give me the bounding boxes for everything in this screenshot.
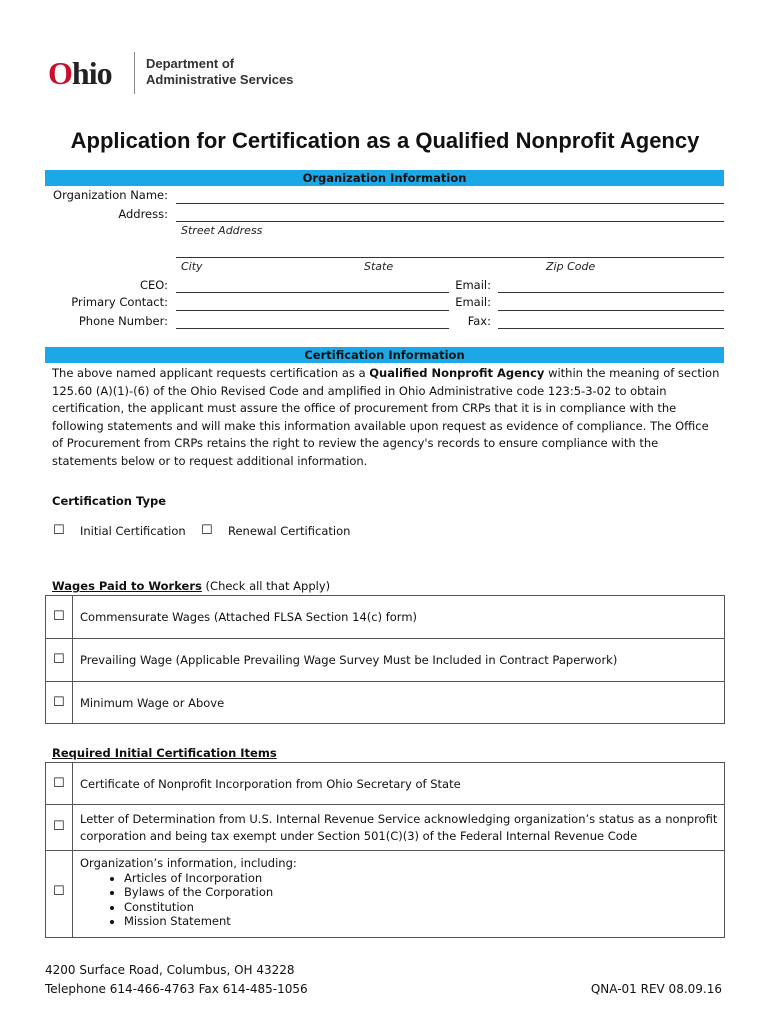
- cert-paragraph: The above named applicant requests certification as a Qualified Nonprofit Agency within the meaning of section 125.60 (A)(1)-(6) of the Ohio Revised Code and amplified in Ohio Administrative code 123:5-3-02 to obtain certification, the applicant must assure the office of procurement from CRPs that it is in compliance with the following statements and will make this information available upon request as evidence of compliance. The Office of Procurement from CRPs retains the right to review the agency's records to ensure compliance with the statements below or to request additional information.: [52, 366, 720, 468]
- initial-cert-checkbox[interactable]: ☐: [53, 523, 65, 538]
- department-name: Department of Administrative Services: [146, 56, 294, 87]
- phone-label: Phone Number:: [78, 314, 168, 328]
- address-label: Address:: [118, 207, 168, 221]
- zip-caption: Zip Code: [546, 260, 596, 273]
- email-label-1: Email:: [455, 278, 491, 292]
- city-state-zip-field[interactable]: [176, 257, 724, 258]
- commensurate-wages-checkbox[interactable]: ☐: [53, 609, 65, 624]
- org-name-field[interactable]: [176, 203, 724, 204]
- irs-letter-label: Letter of Determination from U.S. Internal Revenue Service acknowledging organization’s status as a nonprofit corporation and being tax exempt under Section 501(C)(3) of the Federal Internal Revenue Code: [80, 812, 718, 843]
- list-item: • Mission Statement: [124, 914, 720, 929]
- wages-row-divider: [45, 681, 725, 682]
- prevailing-wage-label: Prevailing Wage (Applicable Prevailing Wage Survey Must be Included in Contract Paperwork): [80, 653, 618, 667]
- email-label-2: Email:: [455, 295, 491, 309]
- logo-divider: [134, 52, 135, 94]
- org-name-label: Organization Name:: [53, 188, 168, 202]
- primary-contact-field[interactable]: [176, 310, 449, 311]
- state-caption: State: [364, 260, 394, 273]
- minimum-wage-checkbox[interactable]: ☐: [53, 695, 65, 710]
- street-address-caption: Street Address: [181, 224, 263, 237]
- phone-field[interactable]: [176, 328, 449, 329]
- ceo-field[interactable]: [176, 292, 449, 293]
- minimum-wage-label: Minimum Wage or Above: [80, 696, 225, 710]
- street-address-field[interactable]: [176, 221, 724, 222]
- nonprofit-incorporation-label: Certificate of Nonprofit Incorporation from Ohio Secretary of State: [80, 777, 461, 791]
- prevailing-wage-checkbox[interactable]: ☐: [53, 652, 65, 667]
- renewal-cert-label: Renewal Certification: [228, 524, 351, 538]
- ceo-label: CEO:: [139, 278, 168, 292]
- city-caption: City: [181, 260, 203, 273]
- irs-letter-checkbox[interactable]: ☐: [53, 819, 65, 834]
- cert-type-heading: Certification Type: [52, 494, 166, 508]
- ceo-email-field[interactable]: [498, 292, 724, 293]
- list-item: • Constitution: [124, 900, 720, 915]
- org-info-checkbox[interactable]: ☐: [53, 884, 65, 899]
- nonprofit-incorporation-checkbox[interactable]: ☐: [53, 776, 65, 791]
- wages-table-divider: [72, 595, 73, 724]
- ohio-logo: Ohio: [48, 55, 112, 91]
- form-id: QNA-01 REV 08.09.16: [590, 982, 722, 996]
- initial-cert-label: Initial Certification: [80, 524, 186, 538]
- page-title: Application for Certification as a Qualified Nonprofit Agency: [70, 128, 700, 153]
- fax-label: Fax:: [467, 314, 491, 328]
- cert-info-heading: Certification Information: [45, 347, 724, 363]
- renewal-cert-checkbox[interactable]: ☐: [201, 523, 213, 538]
- fax-field[interactable]: [498, 328, 724, 329]
- wages-heading: Wages Paid to Workers (Check all that Apply): [52, 579, 331, 593]
- footer-address: 4200 Surface Road, Columbus, OH 43228 Telephone 614-466-4763 Fax 614-485-1056: [45, 963, 308, 996]
- list-item: • Bylaws of the Corporation: [124, 885, 720, 900]
- list-item: • Articles of Incorporation: [124, 871, 720, 886]
- required-row-divider: [45, 850, 725, 851]
- org-info-item: Organization’s information, including: • Articles of Incorporation • Bylaws of the Corporation • Constitution • Mission Statement: [80, 856, 720, 929]
- required-row-divider: [45, 804, 725, 805]
- primary-contact-email-field[interactable]: [498, 310, 724, 311]
- commensurate-wages-label: Commensurate Wages (Attached FLSA Section 14(c) form): [80, 610, 418, 624]
- wages-row-divider: [45, 638, 725, 639]
- org-info-heading: Organization Information: [45, 170, 724, 186]
- required-items-heading: Required Initial Certification Items: [52, 746, 277, 760]
- primary-contact-label: Primary Contact:: [71, 295, 168, 309]
